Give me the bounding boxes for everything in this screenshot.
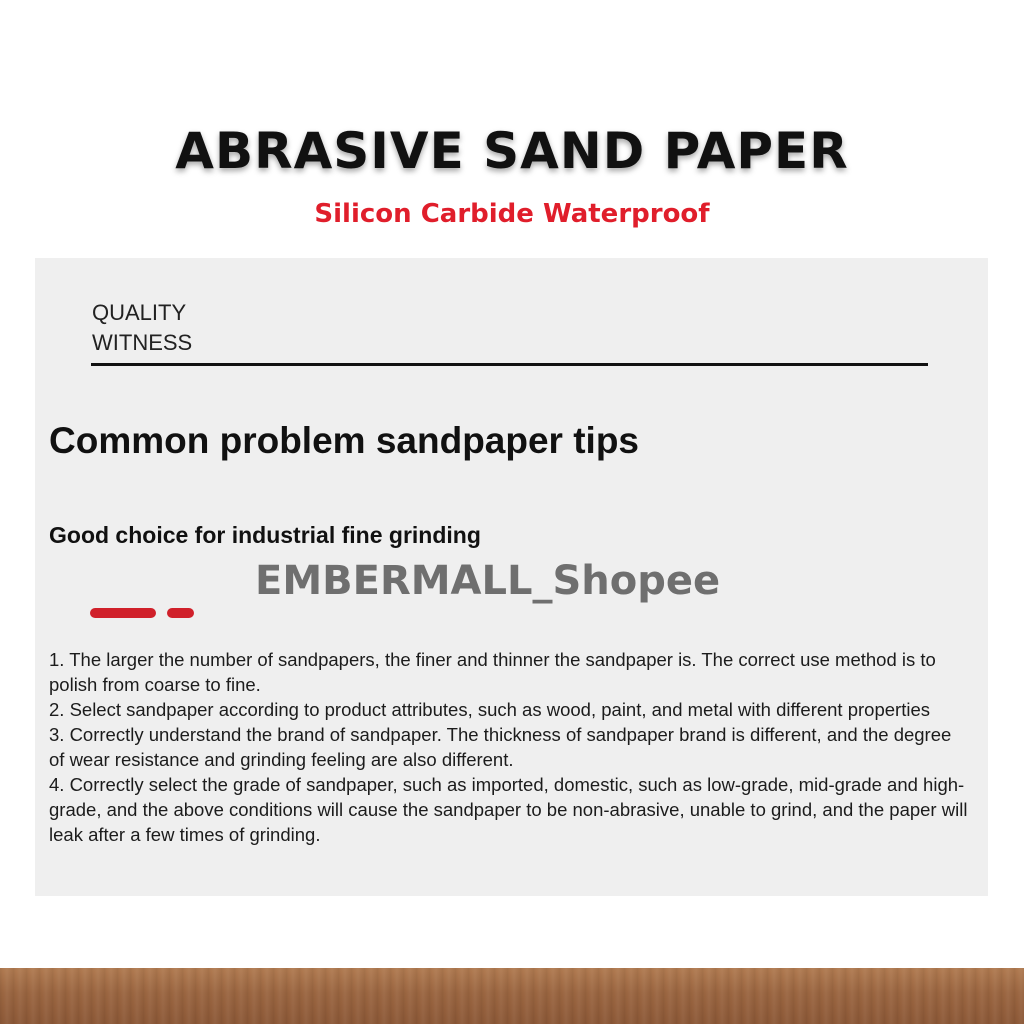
- tips-list: [49, 647, 969, 847]
- accent-dash-long: [90, 608, 156, 618]
- wood-floor: [0, 968, 1024, 1024]
- tip-item: 2. Select sandpaper according to product attributes, such as wood, paint, and metal with different properties: [49, 699, 930, 720]
- witness-label: WITNESS: [92, 330, 193, 355]
- quality-witness-label: [92, 298, 192, 358]
- quality-label: QUALITY: [92, 300, 187, 325]
- watermark-text: EMBERMALL_Shopee: [255, 558, 721, 604]
- info-panel: [35, 258, 988, 896]
- section-subheading: Good choice for industrial fine grinding: [49, 522, 481, 548]
- page-subtitle: Silicon Carbide Waterproof: [314, 199, 710, 229]
- tip-item: 3. Correctly understand the brand of sandpaper. The thickness of sandpaper brand is different, and the degree of wear resistance and grinding feeling are also different.: [49, 724, 952, 770]
- tip-item: 1. The larger the number of sandpapers, the finer and thinner the sandpaper is. The correct use method is to polish from coarse to fine.: [49, 649, 936, 695]
- section-heading: Common problem sandpaper tips: [49, 420, 640, 461]
- accent-dash-short: [167, 608, 194, 618]
- page-title: ABRASIVE SAND PAPER: [175, 122, 849, 180]
- divider-line: [91, 363, 928, 366]
- tip-item: 4. Correctly select the grade of sandpaper, such as imported, domestic, such as low-grade, mid-grade and high-grade, and the above conditions will cause the sandpaper to be non-abrasive, unable to grind, and the paper will leak after a few times of grinding.: [49, 774, 968, 845]
